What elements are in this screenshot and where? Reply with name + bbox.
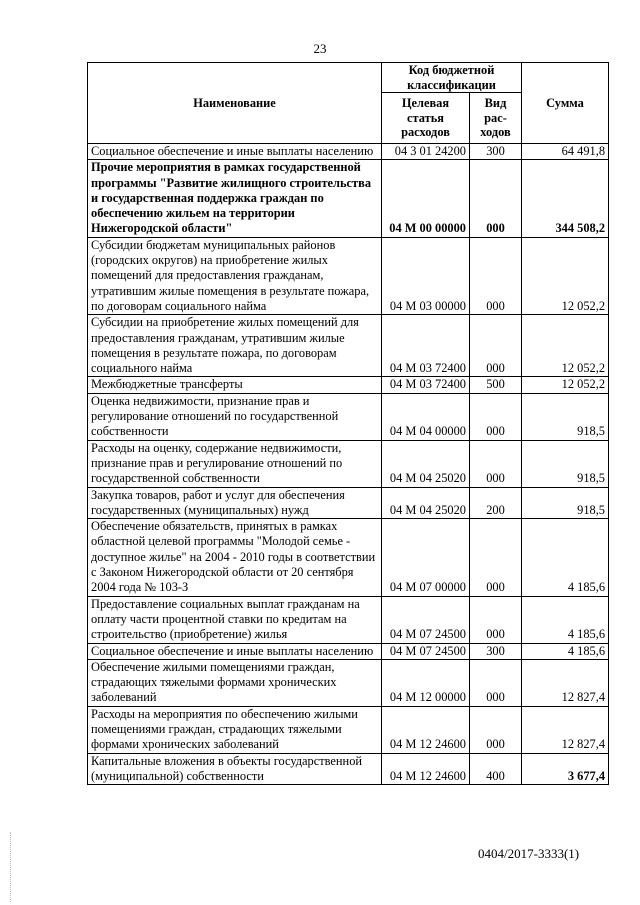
row-type: 000	[470, 596, 522, 643]
row-code: 04 М 07 00000	[382, 519, 470, 596]
row-code: 04 М 04 00000	[382, 393, 470, 440]
row-name: Обеспечение жилыми помещениями граждан, страдающих тяжелыми формами хронических заболеваний	[88, 659, 382, 706]
row-sum: 918,5	[522, 487, 609, 519]
table-row	[88, 487, 609, 519]
row-sum: 4 185,6	[522, 596, 609, 643]
table-row	[88, 237, 609, 314]
row-type: 500	[470, 377, 522, 393]
row-type: 400	[470, 753, 522, 785]
row-name: Социальное обеспечение и иные выплаты населению	[88, 643, 382, 659]
table-row	[88, 377, 609, 393]
row-type: 000	[470, 160, 522, 237]
row-type: 000	[470, 519, 522, 596]
page-number: 23	[313, 41, 327, 56]
row-type: 300	[470, 643, 522, 659]
header-target-item: Целевая статья расходов	[382, 93, 470, 144]
table-row	[88, 160, 609, 237]
row-name: Прочие мероприятия в рамках государственной программы "Развитие жилищного строительства и государственная поддержка граждан по обеспечению жильем на территории Нижегородской области"	[88, 160, 382, 237]
row-code: 04 М 07 24500	[382, 643, 470, 659]
table-row	[88, 596, 609, 643]
row-sum: 12 827,4	[522, 659, 609, 706]
header-name: Наименование	[88, 63, 382, 144]
row-sum: 918,5	[522, 393, 609, 440]
row-name: Субсидии бюджетам муниципальных районов (городских округов) на приобретение жилых помещений для предоставления гражданам, утратившим жилые помещения в результате пожара, по договорам социального найма	[88, 237, 382, 314]
row-type: 000	[470, 659, 522, 706]
row-type: 000	[470, 393, 522, 440]
table-row	[88, 315, 609, 377]
row-sum: 64 491,8	[522, 144, 609, 160]
row-code: 04 М 12 00000	[382, 659, 470, 706]
row-code: 04 М 12 24600	[382, 753, 470, 785]
table-row	[88, 659, 609, 706]
row-sum: 12 052,2	[522, 315, 609, 377]
row-type: 300	[470, 144, 522, 160]
row-code: 04 М 00 00000	[382, 160, 470, 237]
row-name: Закупка товаров, работ и услуг для обеспечения государственных (муниципальных) нужд	[88, 487, 382, 519]
row-type: 200	[470, 487, 522, 519]
budget-table	[87, 62, 609, 785]
row-sum: 918,5	[522, 440, 609, 487]
table-row	[88, 144, 609, 160]
row-name: Предоставление социальных выплат гражданам на оплату части процентной ставки по кредитам на строительство (приобретение) жилья	[88, 596, 382, 643]
row-code: 04 3 01 24200	[382, 144, 470, 160]
table-row	[88, 440, 609, 487]
row-code: 04 М 03 00000	[382, 237, 470, 314]
row-name: Межбюджетные трансферты	[88, 377, 382, 393]
row-code: 04 М 07 24500	[382, 596, 470, 643]
row-type: 000	[470, 706, 522, 753]
row-name: Оценка недвижимости, признание прав и регулирование отношений по государственной собственности	[88, 393, 382, 440]
row-code: 04 М 04 25020	[382, 440, 470, 487]
row-sum: 12 052,2	[522, 377, 609, 393]
row-sum: 344 508,2	[522, 160, 609, 237]
header-amount: Сумма	[522, 63, 609, 144]
row-name: Капитальные вложения в объекты государственной (муниципальной) собственности	[88, 753, 382, 785]
row-code: 04 М 03 72400	[382, 377, 470, 393]
row-sum: 4 185,6	[522, 519, 609, 596]
row-name: Социальное обеспечение и иные выплаты населению	[88, 144, 382, 160]
row-type: 000	[470, 315, 522, 377]
row-name: Субсидии на приобретение жилых помещений для предоставления гражданам, утратившим жилые помещения в результате пожара, по договорам социального найма	[88, 315, 382, 377]
row-name: Расходы на мероприятия по обеспечению жилыми помещениями граждан, страдающих тяжелыми формами хронических заболеваний	[88, 706, 382, 753]
row-sum: 3 677,4	[522, 753, 609, 785]
row-sum: 12 052,2	[522, 237, 609, 314]
table-row	[88, 706, 609, 753]
row-sum: 12 827,4	[522, 706, 609, 753]
header-expense-type: Вид рас-ходов	[470, 93, 522, 144]
table-row	[88, 393, 609, 440]
row-code: 04 М 04 25020	[382, 487, 470, 519]
row-code: 04 М 12 24600	[382, 706, 470, 753]
row-name: Обеспечение обязательств, принятых в рамках областной целевой программы "Молодой семье - доступное жилье" на 2004 - 2010 годы в соответствии с Законом Нижегородской области от 20 сентября 2004 года № 103-З	[88, 519, 382, 596]
table-row	[88, 519, 609, 596]
document-code: 0404/2017-3333(1)	[478, 846, 580, 861]
row-type: 000	[470, 237, 522, 314]
row-code: 04 М 03 72400	[382, 315, 470, 377]
table-row	[88, 643, 609, 659]
row-name: Расходы на оценку, содержание недвижимости, признание прав и регулирование отношений по государственной собственности	[88, 440, 382, 487]
scan-margin-mark	[10, 832, 11, 902]
row-sum: 4 185,6	[522, 643, 609, 659]
header-budget-code: Код бюджетной классификации	[382, 63, 522, 93]
row-type: 000	[470, 440, 522, 487]
table-row	[88, 753, 609, 785]
